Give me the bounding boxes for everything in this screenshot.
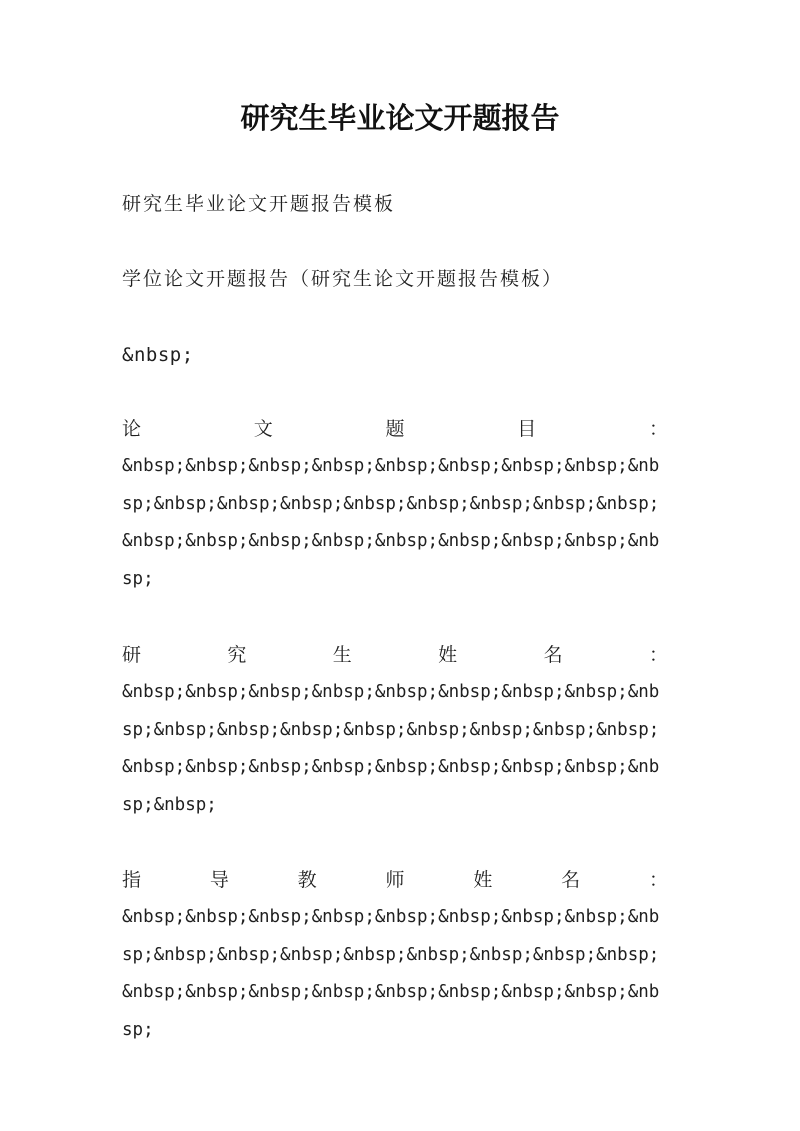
label-char: 论 — [122, 418, 142, 440]
label-char: 师 — [385, 869, 405, 891]
label-char: 生 — [332, 644, 352, 666]
field-student-name — [122, 642, 668, 825]
label-char: 教 — [297, 869, 317, 891]
label-char: 导 — [209, 869, 229, 891]
label-char: 研 — [122, 644, 142, 666]
field-advisor-name — [122, 867, 668, 1050]
field-label — [122, 642, 668, 668]
label-char: 姓 — [438, 644, 458, 666]
label-char: 文 — [253, 418, 273, 440]
field-blank-text: &nbsp;&nbsp;&nbsp;&nbsp;&nbsp;&nbsp;&nbsp;&nbsp;&nbsp;&nbsp;&nbsp;&nbsp;&nbsp;&nbsp;&nbsp;&nbsp;&nbsp;&nbsp;&nbsp;&nbsp;&nbsp;&nbsp;&nbsp;&nbsp;&nbsp;&nbsp; — [122, 907, 660, 1041]
field-blank-text: &nbsp;&nbsp;&nbsp;&nbsp;&nbsp;&nbsp;&nbsp;&nbsp;&nbsp;&nbsp;&nbsp;&nbsp;&nbsp;&nbsp;&nbsp;&nbsp;&nbsp;&nbsp;&nbsp;&nbsp;&nbsp;&nbsp;&nbsp;&nbsp;&nbsp;&nbsp;&nbsp; — [122, 682, 660, 816]
description-line: 学位论文开题报告（研究生论文开题报告模板） — [122, 268, 564, 290]
label-char: 题 — [385, 418, 405, 440]
label-char: ： — [648, 644, 668, 666]
field-blank-text: &nbsp;&nbsp;&nbsp;&nbsp;&nbsp;&nbsp;&nbsp;&nbsp;&nbsp;&nbsp;&nbsp;&nbsp;&nbsp;&nbsp;&nbsp;&nbsp;&nbsp;&nbsp;&nbsp;&nbsp;&nbsp;&nbsp;&nbsp;&nbsp;&nbsp;&nbsp; — [122, 456, 660, 590]
label-char: 究 — [227, 644, 247, 666]
field-thesis-title — [122, 416, 668, 599]
field-label — [122, 416, 668, 442]
nbsp-line: &nbsp; — [122, 344, 194, 366]
label-char: ： — [648, 418, 668, 440]
label-char: 姓 — [473, 869, 493, 891]
label-char: 指 — [122, 869, 142, 891]
label-char: 名 — [561, 869, 581, 891]
field-label — [122, 867, 668, 893]
label-char: ： — [648, 869, 668, 891]
page-title: 研究生毕业论文开题报告 — [240, 101, 560, 135]
label-char: 目 — [517, 418, 537, 440]
label-char: 名 — [543, 644, 563, 666]
subtitle-line: 研究生毕业论文开题报告模板 — [122, 193, 396, 215]
